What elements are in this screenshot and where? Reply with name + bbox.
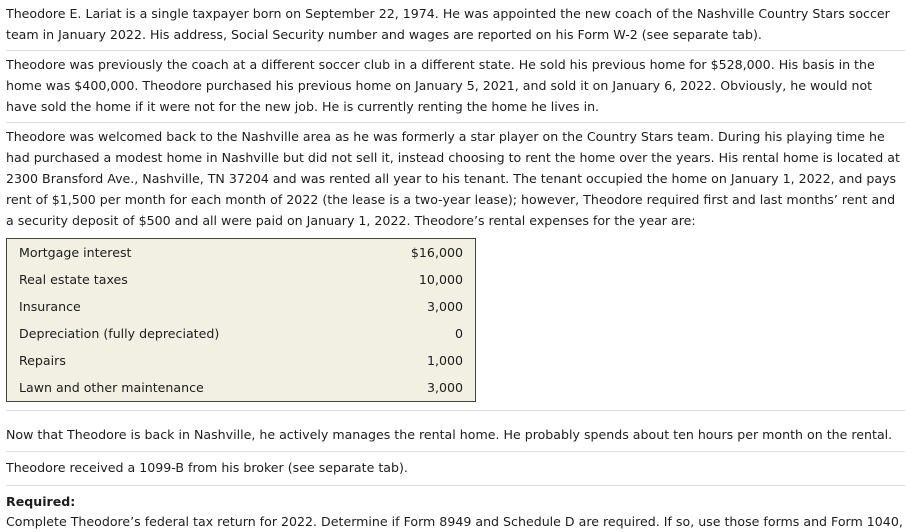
rental-section [6, 123, 905, 411]
expense-amount: 3,000 [426, 380, 463, 395]
table-row [7, 239, 476, 267]
expense-label: Mortgage interest [19, 245, 132, 260]
table-row [7, 293, 476, 320]
expense-label: Real estate taxes [19, 272, 128, 287]
paragraph-management: Now that Theodore is back in Nashville, he actively manages the rental home. He probably spends about ten hours per month on the rental. [6, 411, 905, 452]
expense-label: Lawn and other maintenance [19, 380, 204, 395]
table-row [7, 347, 476, 374]
paragraph-1099b: Theodore received a 1099-B from his broker (see separate tab). [6, 452, 905, 486]
expense-amount: 0 [454, 326, 463, 341]
required-text: Complete Theodore’s federal tax return for 2022. Determine if Form 8949 and Schedule D are required. If so, use those forms and Form 1040, [6, 514, 903, 529]
expense-amount: 1,000 [426, 353, 463, 368]
expense-label: Depreciation (fully depreciated) [19, 326, 220, 341]
expense-amount: $16,000 [410, 245, 463, 260]
paragraph-rental: Theodore was welcomed back to the Nashville area as he was formerly a star player on the Country Stars team. During his playing time he had purchased a modest home in Nashville but did not sell it, instead choosing to rent the home over the years. His rental home is located at 2300 Bransford Ave., Nashville, TN 37204 and was rented all year to his tenant. The tenant occupied the home on January 1, 2022, and pays rent of $1,500 per month for each month of 2022 (the lease is a two-year lease); however, Theodore required first and last months’ rent and a security deposit of $500 and all were paid on January 1, 2022. Theodore’s rental expenses for the year are: [6, 129, 900, 228]
expense-label: Repairs [19, 353, 66, 368]
rental-expenses-table [6, 238, 476, 402]
table-row [7, 374, 476, 402]
table-row [7, 320, 476, 347]
paragraph-previous-home: Theodore was previously the coach at a different soccer club in a different state. He sold his previous home for $528,000. His basis in the home was $400,000. Theodore purchased his previous home on January 5, 2021, and sold it on January 6, 2022. Obviously, he would not have sold the home if it were not for the new job. He is currently renting the home he lives in. [6, 51, 905, 123]
required-heading: Required: [6, 494, 76, 509]
table-row [7, 266, 476, 293]
expense-amount: 10,000 [418, 272, 463, 287]
expense-amount: 3,000 [426, 299, 463, 314]
expense-label: Insurance [19, 299, 81, 314]
paragraph-intro: Theodore E. Lariat is a single taxpayer born on September 22, 1974. He was appointed the new coach of the Nashville Country Stars soccer team in January 2022. His address, Social Security number and wages are reported on his Form W-2 (see separate tab). [6, 0, 905, 51]
